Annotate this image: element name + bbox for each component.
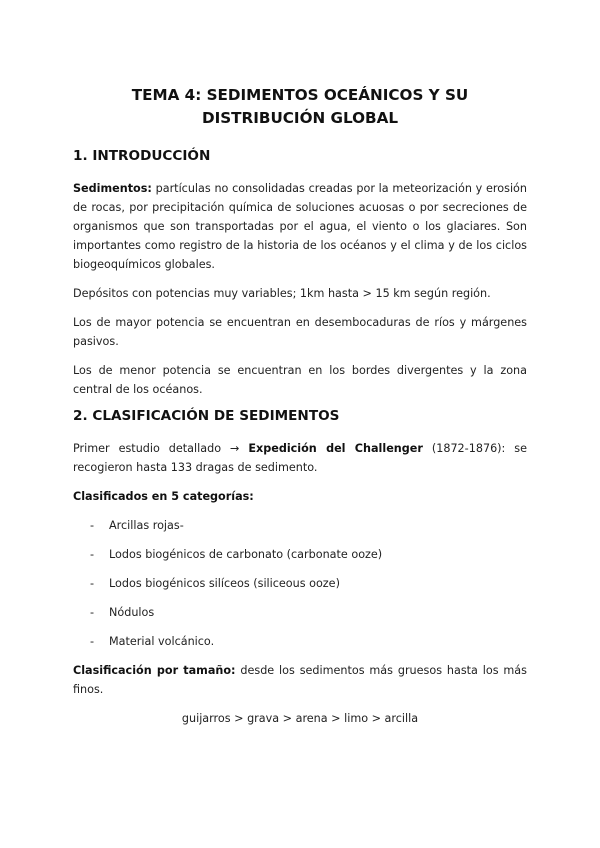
list-bullet-dash: - [90, 577, 95, 590]
term-categorias: Clasificados en 5 categorías: [73, 490, 254, 503]
clasificacion-tamano-text: desde los sedimentos más gruesos hasta los más finos. [73, 664, 527, 696]
list-item-text: Lodos biogénicos de carbonato (carbonate ooze) [109, 548, 383, 561]
list-item-text: Nódulos [109, 606, 155, 619]
challenger-prefix: Primer estudio detallado → [73, 442, 249, 455]
list-item [73, 632, 527, 651]
document-page [73, 84, 527, 738]
list-bullet-dash: - [90, 606, 95, 619]
paragraph-depositos: Depósitos con potencias muy variables; 1km hasta > 15 km según región. [73, 287, 491, 300]
section-heading-clasificacion: 2. CLASIFICACIÓN DE SEDIMENTOS [73, 408, 340, 424]
list-item-text: Material volcánico. [109, 635, 215, 648]
paragraph-sedimentos-definition [73, 179, 527, 274]
list-bullet-dash: - [90, 519, 95, 532]
paragraph-mayor-potencia: Los de mayor potencia se encuentran en desembocaduras de ríos y márgenes pasivos. [73, 316, 527, 348]
list-bullet-dash: - [90, 635, 95, 648]
term-expedicion-challenger: Expedición del Challenger [248, 442, 423, 455]
list-item [73, 545, 527, 564]
list-item [73, 574, 527, 593]
paragraph-clasificacion-tamano [73, 661, 527, 699]
list-item [73, 603, 527, 622]
paragraph-categorias-heading [73, 487, 527, 506]
section-heading-introduccion: 1. INTRODUCCIÓN [73, 148, 211, 164]
list-item-text: Arcillas rojas- [109, 519, 184, 532]
document-title: TEMA 4: SEDIMENTOS OCEÁNICOS Y SU DISTRIBUCIÓN GLOBAL [131, 86, 469, 127]
definition-text: partículas no consolidadas creadas por la meteorización y erosión de rocas, por precipitación química de soluciones acuosas o por secreciones de organismos que son transportadas por el agua, el viento o los glaciares. Son importantes como registro de la historia de los océanos y el clima y de los ciclos biogeoquímicos globales. [73, 182, 527, 271]
list-item-text: Lodos biogénicos silíceos (siliceous ooze) [109, 577, 340, 590]
term-sedimentos: Sedimentos: [73, 182, 152, 195]
categories-list [73, 516, 527, 651]
size-order-line: guijarros > grava > arena > limo > arcilla [181, 712, 419, 725]
term-clasificacion-tamano: Clasificación por tamaño: [73, 664, 236, 677]
paragraph-menor-potencia: Los de menor potencia se encuentran en los bordes divergentes y la zona central de los océanos. [73, 364, 527, 396]
list-item [73, 516, 527, 535]
paragraph-challenger [73, 439, 527, 477]
list-bullet-dash: - [90, 548, 95, 561]
challenger-suffix: (1872-1876): se recogieron hasta 133 dragas de sedimento. [73, 442, 527, 474]
